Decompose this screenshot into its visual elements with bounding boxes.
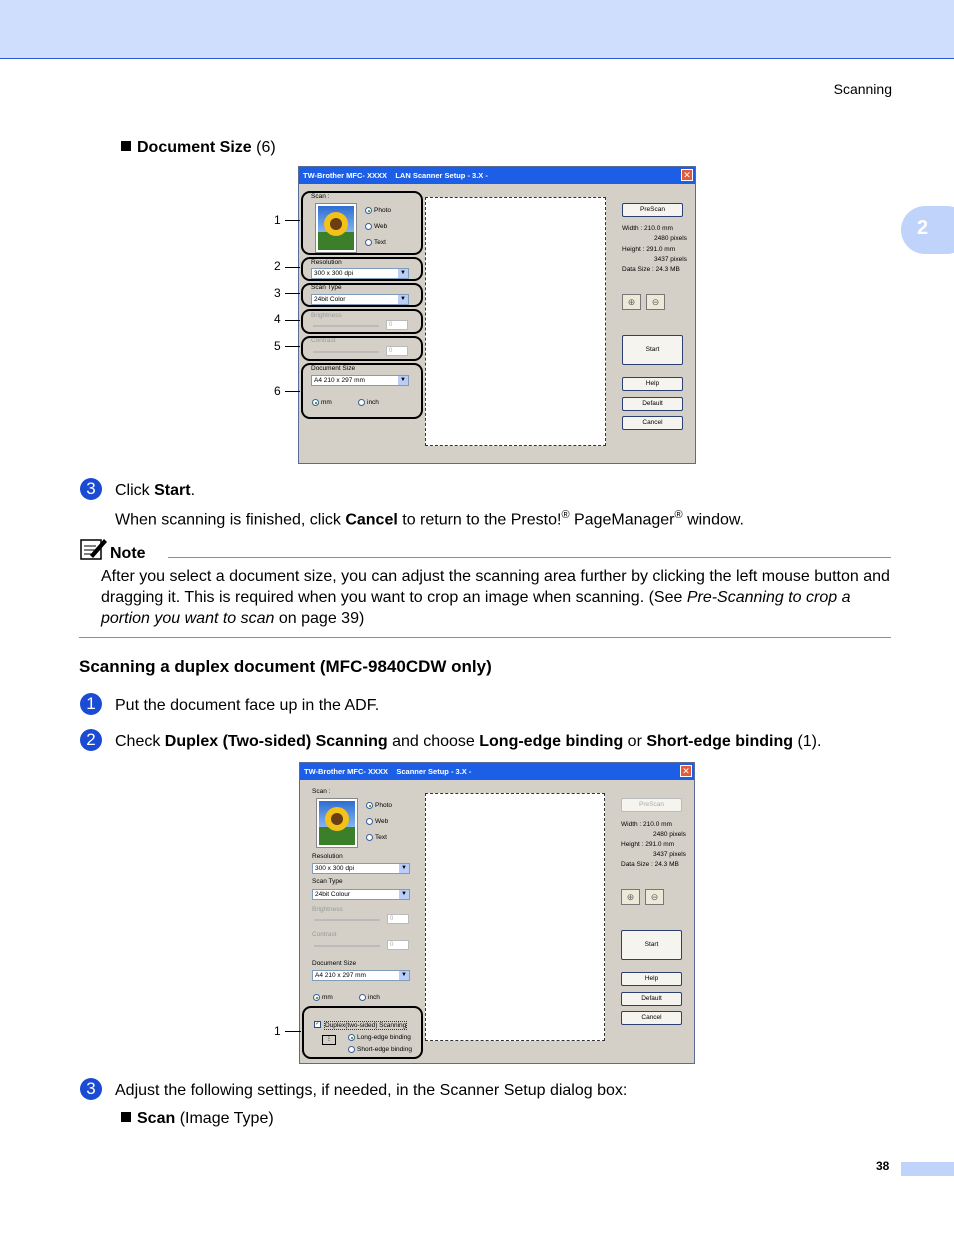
callout-line — [285, 1031, 301, 1032]
width-readout: Width : 210.0 mm — [621, 821, 672, 828]
scan-preview-area[interactable] — [425, 793, 605, 1041]
chevron-down-icon: ▼ — [399, 890, 409, 899]
brightness-label: Brightness — [311, 312, 342, 319]
document-size-select[interactable]: A4 210 x 297 mm ▼ — [311, 375, 409, 386]
brightness-value[interactable]: 0 — [386, 320, 408, 330]
zoom-out-icon[interactable]: ⊖ — [646, 294, 665, 310]
radio-inch[interactable] — [359, 994, 366, 1001]
callout-number: 1 — [274, 1024, 281, 1038]
prescan-button[interactable]: PreScan — [622, 203, 683, 217]
scan-preview-area[interactable] — [425, 197, 606, 446]
scan-label: Scan : — [312, 788, 331, 795]
callout-number: 2 — [274, 259, 281, 273]
height-pixels: 3437 pixels — [654, 256, 687, 263]
binding-icon: ⁝ — [322, 1035, 336, 1045]
callout-line — [285, 293, 300, 294]
contrast-value[interactable]: 0 — [386, 346, 408, 356]
callout-number: 5 — [274, 339, 281, 353]
callout-frame-2 — [301, 257, 423, 281]
callout-frame-6 — [301, 363, 423, 419]
resolution-label: Resolution — [311, 259, 342, 266]
note-bottom-rule — [79, 637, 891, 638]
zoom-in-icon[interactable]: ⊕ — [621, 889, 640, 905]
square-bullet-icon — [121, 1112, 131, 1122]
chevron-down-icon: ▼ — [399, 864, 409, 873]
bullet-document-size: Document Size (6) — [121, 137, 276, 158]
data-size-readout: Data Size : 24.3 MB — [622, 266, 680, 273]
scan-label: Scan : — [311, 193, 330, 200]
contrast-value[interactable]: 0 — [387, 940, 409, 950]
height-pixels: 3437 pixels — [653, 851, 686, 858]
note-top-rule — [168, 557, 891, 558]
start-button[interactable]: Start — [622, 335, 683, 365]
dialog-title: TW-Brother MFC- XXXX LAN Scanner Setup - 3.X - — [299, 167, 695, 184]
brightness-label: Brightness — [312, 906, 343, 913]
brightness-value[interactable]: 0 — [387, 914, 409, 924]
page-number: 38 — [876, 1159, 890, 1173]
chevron-down-icon: ▼ — [398, 295, 408, 304]
radio-photo-label: Photo — [375, 802, 392, 809]
height-readout: Height : 291.0 mm — [622, 246, 676, 253]
callout-number: 4 — [274, 312, 281, 326]
chapter-tab: 2 — [901, 206, 954, 254]
note-pencil-icon — [80, 537, 108, 561]
dialog-title: TW-Brother MFC- XXXX Scanner Setup - 3.X - — [300, 763, 694, 780]
duplex-label: Duplex(two-sided) Scanning — [325, 1022, 407, 1029]
callout-number: 3 — [274, 286, 281, 300]
radio-photo-label: Photo — [374, 207, 391, 214]
radio-text-label: Text — [374, 239, 386, 246]
short-edge-label: Short-edge binding — [357, 1046, 412, 1053]
callout-frame-5 — [301, 336, 423, 361]
callout-line — [285, 391, 300, 392]
prescan-button[interactable]: PreScan — [621, 798, 682, 812]
height-readout: Height : 291.0 mm — [621, 841, 675, 848]
chevron-down-icon: ▼ — [398, 269, 408, 278]
header-band — [0, 0, 954, 59]
sunflower-thumbnail — [317, 799, 357, 847]
scanner-setup-dialog — [299, 762, 695, 1064]
radio-mm-label: mm — [322, 994, 333, 1001]
contrast-label: Contrast — [311, 337, 336, 344]
document-size-label: Document Size — [312, 960, 357, 967]
radio-mm-label: mm — [321, 399, 332, 406]
scan-type-select[interactable]: 24bit Color ▼ — [311, 294, 409, 305]
callout-line — [285, 267, 300, 268]
callout-number: 6 — [274, 384, 281, 398]
step-number: 3 — [80, 478, 102, 500]
radio-inch-label: inch — [368, 994, 380, 1001]
lan-scanner-setup-dialog — [298, 166, 696, 464]
chevron-down-icon: ▼ — [399, 971, 409, 980]
document-size-label: Document Size — [311, 365, 356, 372]
radio-inch-label: inch — [367, 399, 379, 406]
section-title: Scanning — [833, 81, 892, 97]
square-bullet-icon — [121, 141, 131, 151]
radio-web[interactable] — [366, 818, 373, 825]
duplex-checkbox[interactable]: ✓ — [315, 1021, 321, 1027]
resolution-label: Resolution — [312, 853, 343, 860]
step-cancel-text: When scanning is finished, click Cancel to return to the Presto!® PageManager® window. — [115, 509, 744, 529]
step-3-text: Adjust the following settings, if needed, in the Scanner Setup dialog box: — [115, 1082, 628, 1099]
resolution-select[interactable]: 300 x 300 dpi ▼ — [311, 268, 409, 279]
callout-frame-4 — [301, 309, 423, 334]
document-size-select[interactable]: A4 210 x 297 mm ▼ — [312, 970, 410, 981]
help-button[interactable]: Help — [622, 377, 683, 391]
page-bar — [901, 1162, 954, 1176]
callout-number: 1 — [274, 213, 281, 227]
callout-frame-1 — [301, 191, 423, 255]
callout-line — [285, 220, 300, 221]
scan-type-label: Scan Type — [311, 284, 342, 291]
step-2-text: Check Duplex (Two-sided) Scanning and choose Long-edge binding or Short-edge binding (1). — [115, 733, 822, 750]
cancel-button[interactable]: Cancel — [622, 416, 683, 430]
note-body: After you select a document size, you can adjust the scanning area further by clicking the left mouse button and dragging it. This is required when you want to crop an image when scanning. (See Pre-Scanning to crop a portion you want to scan on page 39) — [101, 568, 890, 627]
callout-frame-1 — [302, 1006, 423, 1059]
width-pixels: 2480 pixels — [654, 235, 687, 242]
close-icon[interactable]: ✕ — [680, 765, 692, 777]
bullet-scan-image-type: Scan (Image Type) — [121, 1108, 274, 1129]
data-size-readout: Data Size : 24.3 MB — [621, 861, 679, 868]
brightness-slider[interactable] — [314, 919, 380, 921]
note-title: Note — [110, 545, 146, 562]
width-readout: Width : 210.0 mm — [622, 225, 673, 232]
radio-web-label: Web — [375, 818, 389, 825]
default-button[interactable]: Default — [621, 992, 682, 1006]
radio-mm[interactable] — [313, 994, 320, 1001]
callout-line — [285, 346, 300, 347]
help-button[interactable]: Help — [621, 972, 682, 986]
long-edge-label: Long-edge binding — [357, 1034, 411, 1041]
step-1-text: Put the document face up in the ADF. — [115, 697, 380, 714]
resolution-select[interactable]: 300 x 300 dpi ▼ — [312, 863, 410, 874]
close-icon[interactable]: ✕ — [681, 169, 693, 181]
step-number: 3 — [80, 1078, 102, 1100]
radio-text-label: Text — [375, 834, 387, 841]
contrast-slider[interactable] — [314, 945, 380, 947]
radio-photo[interactable] — [366, 802, 373, 809]
scan-type-label: Scan Type — [312, 878, 343, 885]
start-button[interactable]: Start — [621, 930, 682, 960]
step-click-start: Click Start. — [115, 482, 196, 499]
zoom-in-icon[interactable]: ⊕ — [622, 294, 641, 310]
zoom-out-icon[interactable]: ⊖ — [645, 889, 664, 905]
callout-frame-3 — [301, 283, 423, 307]
callout-line — [285, 320, 300, 321]
contrast-label: Contrast — [312, 931, 337, 938]
section-subheading: Scanning a duplex document (MFC-9840CDW only) — [79, 657, 492, 676]
step-number: 1 — [80, 693, 102, 715]
step-number: 2 — [80, 729, 102, 751]
radio-text[interactable] — [366, 834, 373, 841]
chevron-down-icon: ▼ — [398, 376, 408, 385]
scan-type-select[interactable]: 24bit Colour ▼ — [312, 889, 410, 900]
width-pixels: 2480 pixels — [653, 831, 686, 838]
default-button[interactable]: Default — [622, 397, 683, 411]
cancel-button[interactable]: Cancel — [621, 1011, 682, 1025]
radio-web-label: Web — [374, 223, 388, 230]
